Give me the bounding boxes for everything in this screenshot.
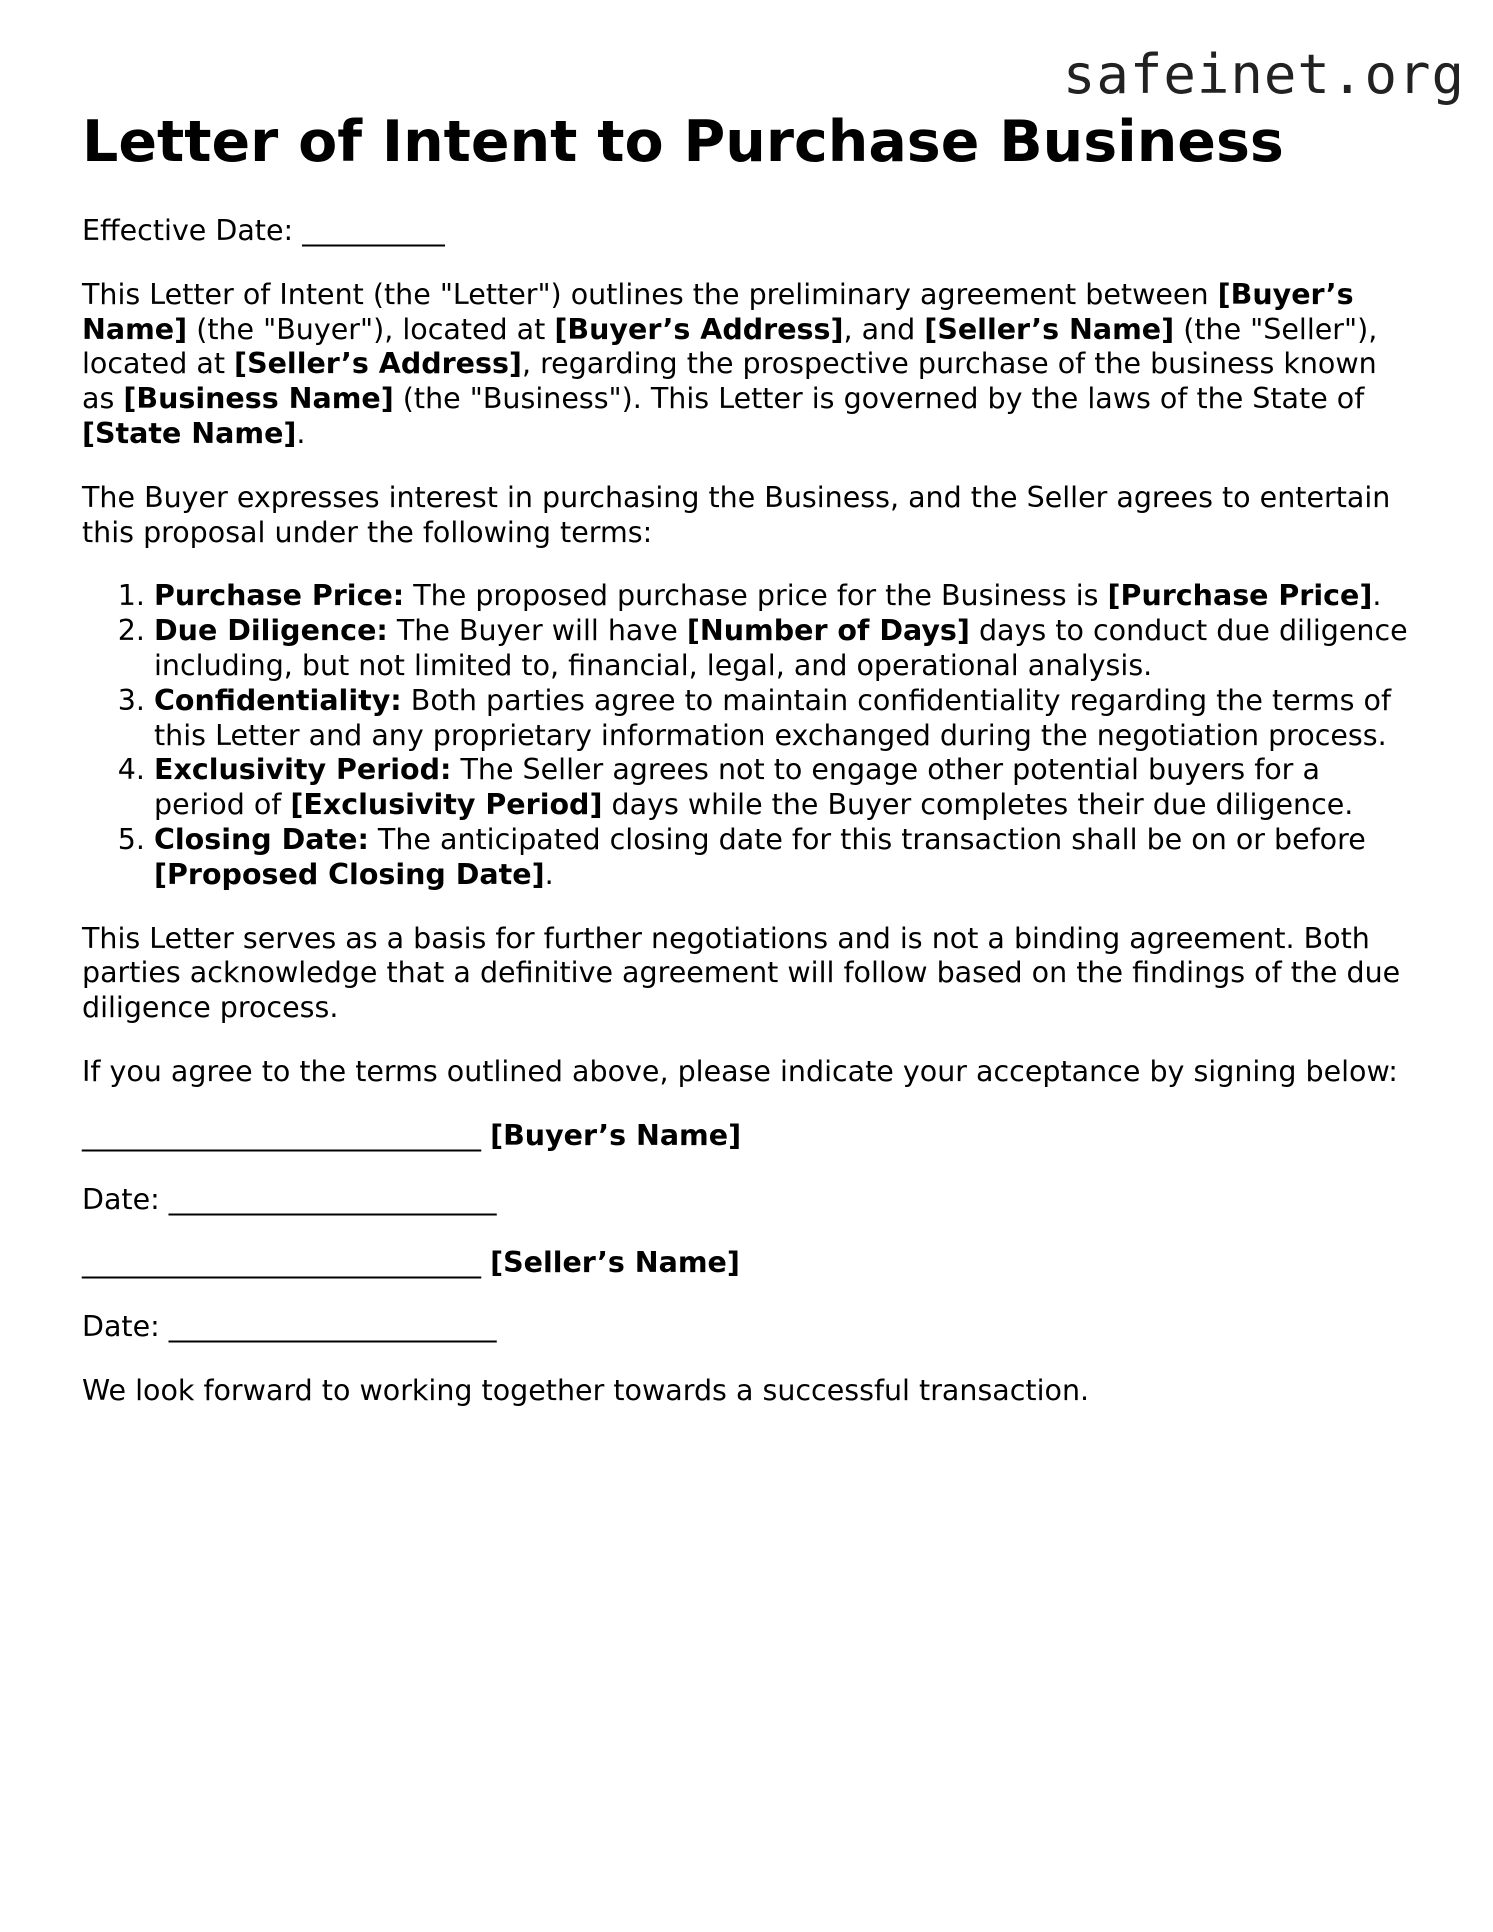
buyer-name-placeholder: [Buyer’s Name] bbox=[82, 277, 1354, 346]
seller-signature-name: [Seller’s Name] bbox=[490, 1246, 740, 1280]
date-blank: _______________________ bbox=[168, 1310, 497, 1344]
term-placeholder: [Number of Days] bbox=[686, 614, 970, 648]
term-closing-date: 5. Closing Date: The anticipated closing date for this transaction shall be on or before [Proposed Closing Date]. bbox=[154, 823, 1412, 893]
intro-paragraph: This Letter of Intent (the "Letter") outlines the preliminary agreement between [Buyer’s Name] (the "Buyer"), located at [Buyer’s Address], and [Seller’s Name] (the "Seller"), located at [Seller’s Address], regarding the prospective purchase of the business known as [Business Name] (the "Business"). This Letter is governed by the laws of the State of [State Name]. bbox=[82, 277, 1378, 450]
non-binding-paragraph: This Letter serves as a basis for further negotiations and is not a binding agreement. Both parties acknowledge that a definitive agreement will follow based on the findings of the due diligence process. bbox=[82, 921, 1401, 1025]
signature-blank: ____________________________ bbox=[82, 1118, 481, 1152]
term-label: Exclusivity Period: bbox=[154, 753, 452, 787]
seller-name-placeholder: [Seller’s Name] bbox=[924, 312, 1175, 346]
effective-date-blank: __________ bbox=[302, 214, 445, 247]
offer-paragraph: The Buyer expresses interest in purchasing the Business, and the Seller agrees to entertain this proposal under the following terms: bbox=[82, 480, 1391, 549]
terms-list bbox=[82, 579, 1412, 892]
buyer-signature-line bbox=[82, 1119, 1412, 1154]
seller-signature-line bbox=[82, 1246, 1412, 1281]
closing-line: We look forward to working together towards a successful transaction. bbox=[82, 1373, 1090, 1407]
effective-date-label: Effective Date: bbox=[82, 214, 294, 247]
term-label: Closing Date: bbox=[154, 822, 369, 856]
business-name-placeholder: [Business Name] bbox=[123, 382, 394, 416]
buyer-address-placeholder: [Buyer’s Address] bbox=[554, 312, 844, 346]
term-due-diligence: 2. Due Diligence: The Buyer will have [Number of Days] days to conduct due diligence including, but not limited to, financial, legal, and operational analysis. bbox=[154, 614, 1412, 684]
effective-date-line bbox=[82, 214, 1412, 249]
date-label: Date: bbox=[82, 1310, 160, 1344]
term-placeholder: [Proposed Closing Date] bbox=[154, 857, 545, 891]
seller-date-line bbox=[82, 1310, 1412, 1345]
date-blank: _______________________ bbox=[168, 1182, 497, 1216]
state-name-placeholder: [State Name] bbox=[82, 416, 297, 450]
term-label: Confidentiality: bbox=[154, 683, 402, 717]
term-label: Purchase Price: bbox=[154, 579, 405, 613]
term-placeholder: [Purchase Price] bbox=[1107, 579, 1373, 613]
term-confidentiality: 3. Confidentiality: Both parties agree to maintain confidentiality regarding the terms of this Letter and any proprietary information exchanged during the negotiation process. bbox=[154, 684, 1412, 754]
letter-document bbox=[82, 104, 1412, 1409]
seller-address-placeholder: [Seller’s Address] bbox=[234, 347, 522, 381]
term-placeholder: [Exclusivity Period] bbox=[290, 788, 603, 822]
term-purchase-price: 1. Purchase Price: The proposed purchase price for the Business is [Purchase Price]. bbox=[154, 579, 1412, 614]
date-label: Date: bbox=[82, 1182, 160, 1216]
document-title: Letter of Intent to Purchase Business bbox=[82, 109, 1284, 175]
term-label: Due Diligence: bbox=[154, 614, 388, 648]
buyer-signature-name: [Buyer’s Name] bbox=[490, 1118, 742, 1152]
signature-blank: ____________________________ bbox=[82, 1246, 481, 1280]
watermark: safeinet.org bbox=[1062, 43, 1465, 106]
term-exclusivity-period: 4. Exclusivity Period: The Seller agrees not to engage other potential buyers for a period of [Exclusivity Period] days while the Buyer completes their due diligence. bbox=[154, 753, 1412, 823]
acceptance-paragraph: If you agree to the terms outlined above, please indicate your acceptance by signing below: bbox=[82, 1054, 1398, 1088]
buyer-date-line bbox=[82, 1183, 1412, 1218]
